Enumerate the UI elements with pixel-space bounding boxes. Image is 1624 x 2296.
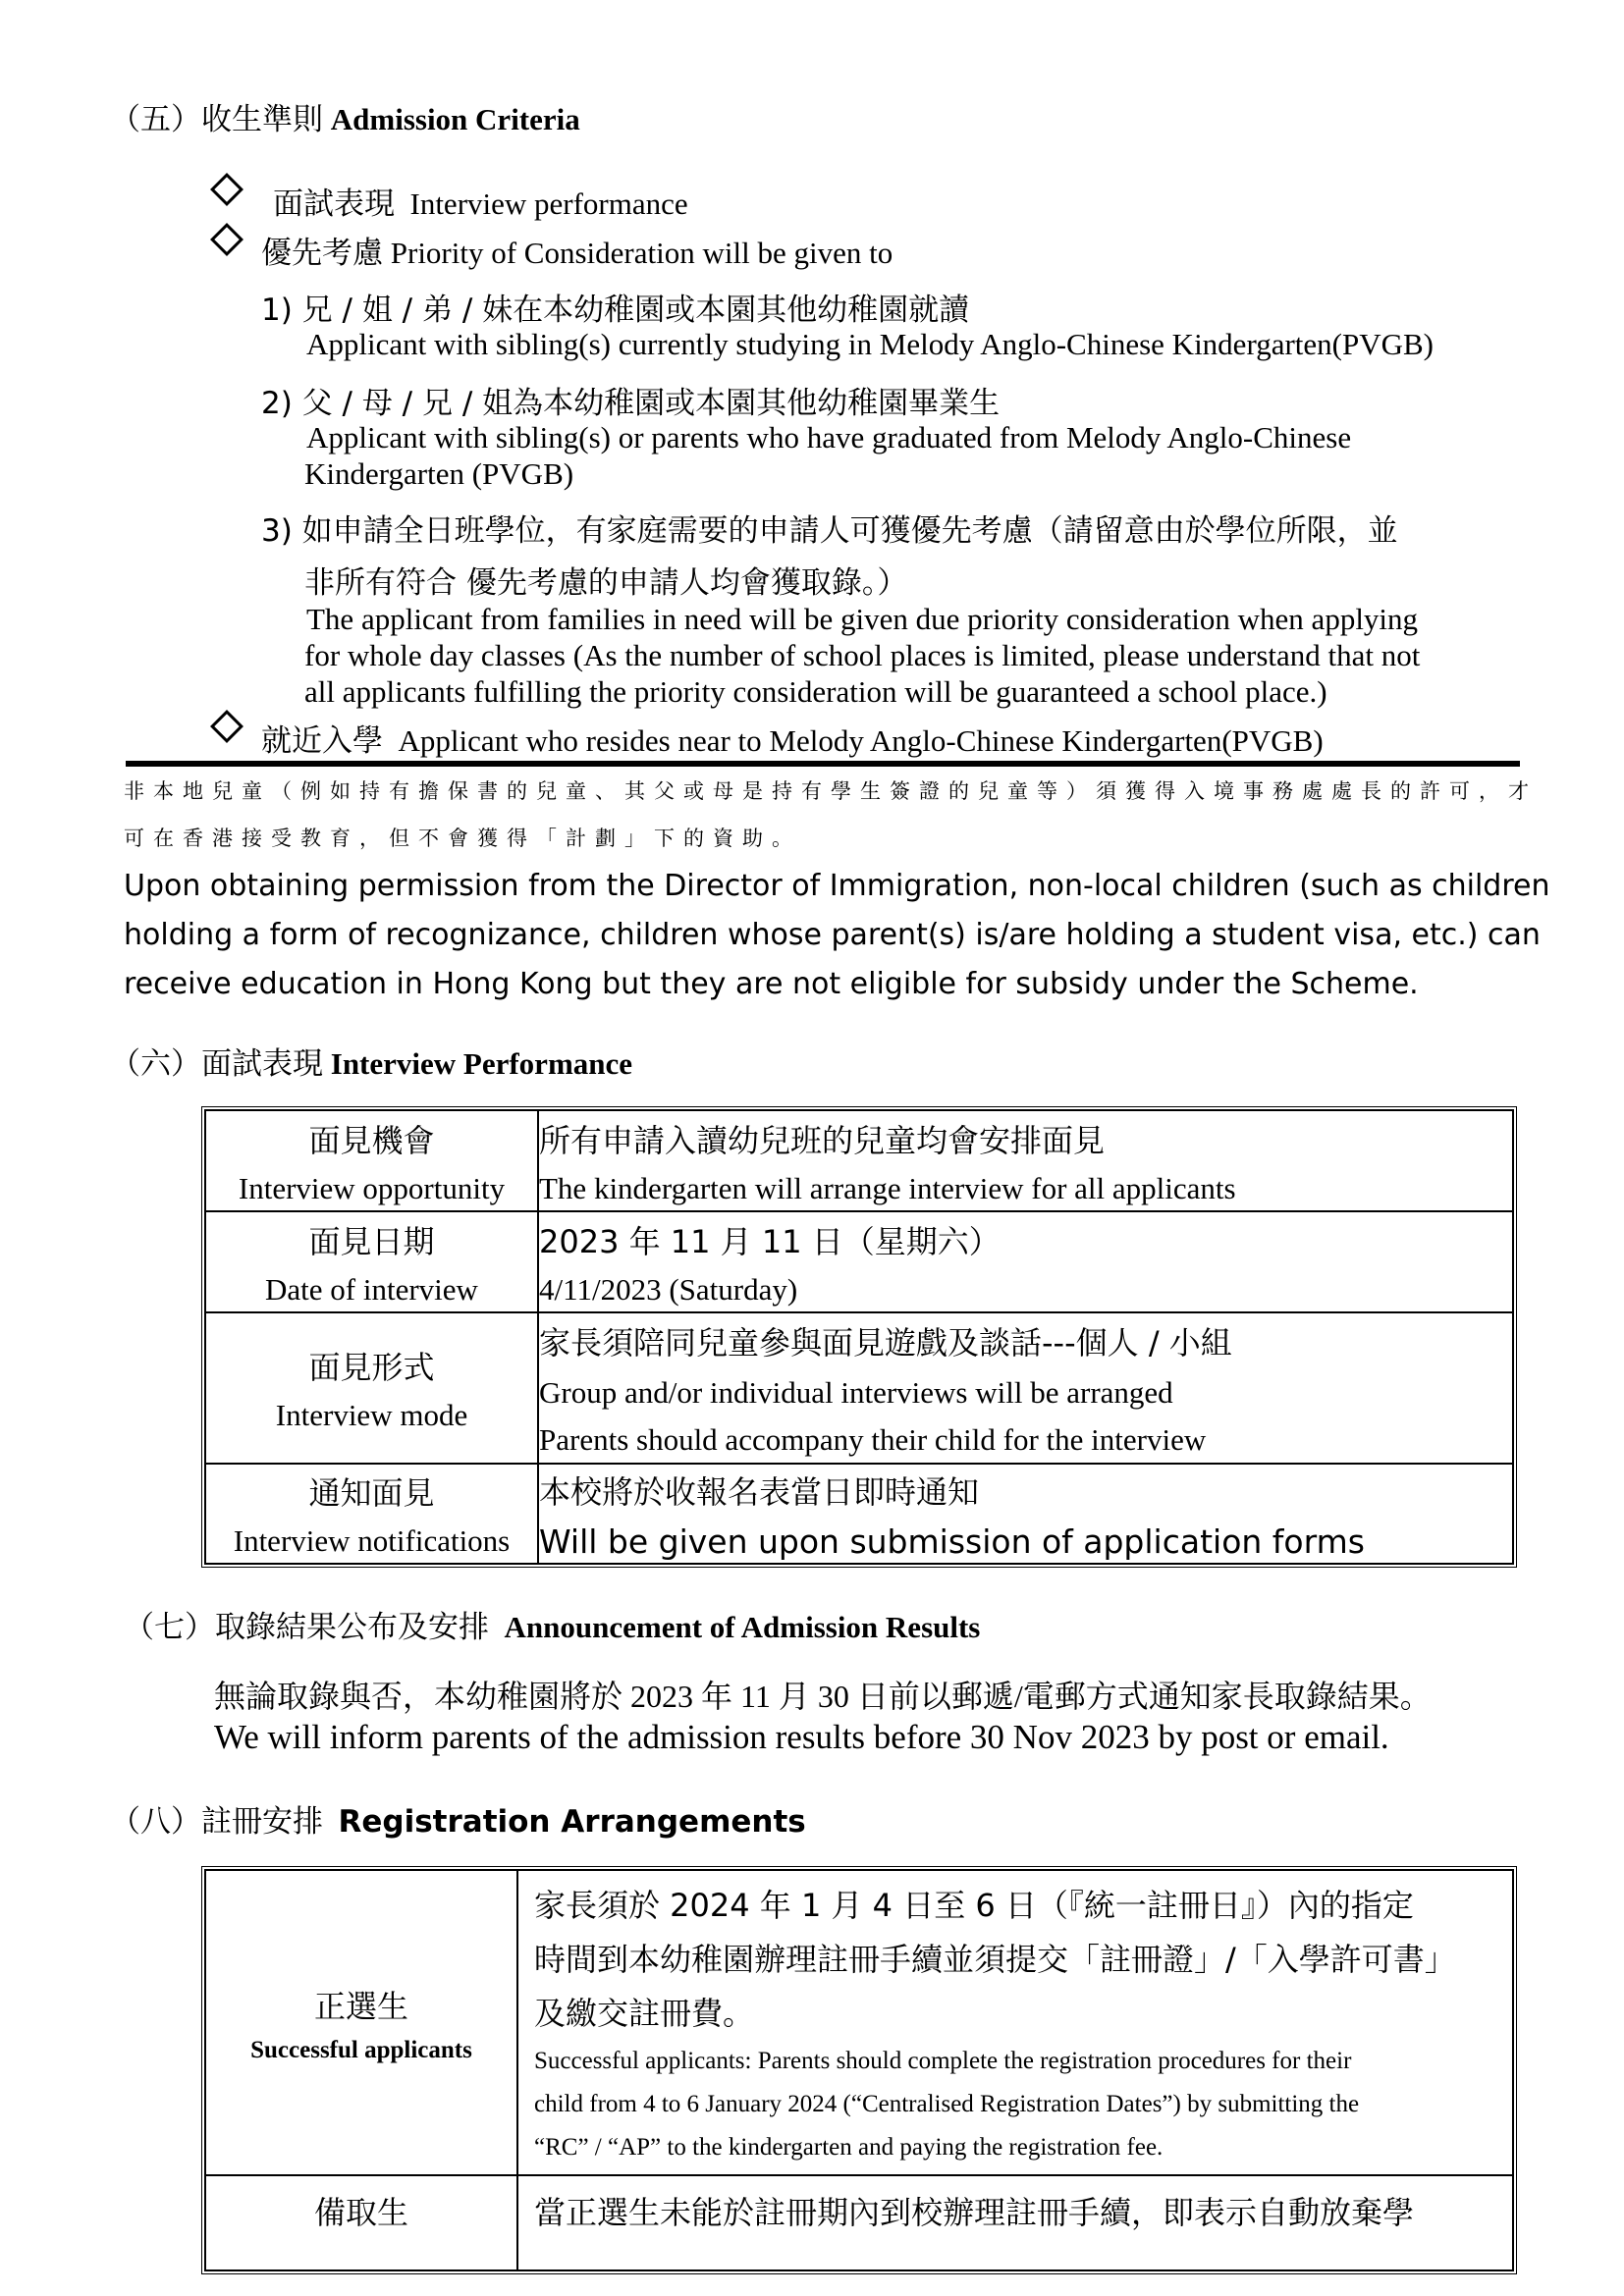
priority-2-en-line1: Applicant with sibling(s) or parents who have graduated from Melody Anglo-Chinese: [306, 420, 1352, 454]
criterion-priority-zh: 優先考慮: [261, 236, 383, 271]
row-text-en: Group and/or individual interviews will be arranged: [539, 1375, 1173, 1410]
notice-en-line1: Upon obtaining permission from the Director of Immigration, non-local children (such as children: [124, 869, 1550, 903]
criterion-nearby-en: Applicant who resides near to Melody Anglo-Chinese Kindergarten(PVGB): [398, 723, 1324, 758]
registration-label-zh: 正選生: [313, 1987, 408, 2025]
notice-en-line2: holding a form of recognizance, children whose parent(s) is/are holding a student visa, etc.) can: [124, 918, 1541, 952]
section-8-heading: [110, 1796, 806, 1841]
waitlist-text-zh: 當正選生未能於註冊期內到校辦理註冊手續，即表示自動放棄學: [534, 2194, 1415, 2231]
row-label-en: Interview opportunity: [238, 1170, 506, 1205]
section-6-title-zh: （六）面試表現: [110, 1046, 323, 1082]
table-row: [205, 1464, 1513, 1564]
priority-3-en-line1: The applicant from families in need will be given due priority consideration when applying: [306, 602, 1419, 636]
row-text-en: 4/11/2023 (Saturday): [539, 1271, 798, 1307]
registration-text-zh: 家長須於 2024 年 1 月 4 日至 6 日（『統一註冊日』）內的指定: [534, 1886, 1414, 1924]
criterion-interview-zh: 面試表現: [273, 187, 395, 222]
criterion-interview-en: Interview performance: [409, 187, 688, 221]
priority-3-en-line2: for whole day classes (As the number of school places is limited, please understand that not: [304, 638, 1421, 672]
priority-3-en-line3: all applicants fulfilling the priority consideration will be guaranteed a school place.): [304, 674, 1327, 709]
row-text-zh: 家長須陪同兒童參與面見遊戲及談話---個人 / 小組: [539, 1324, 1232, 1362]
section-7-title-zh: （七）取錄結果公布及安排: [124, 1610, 489, 1645]
row-text-zh: 本校將於收報名表當日即時通知: [539, 1472, 980, 1511]
waitlist-label-zh: 備取生: [313, 2194, 408, 2231]
admission-result-zh: 無論取錄與否，本幼稚園將於 2023 年 11 月 30 日前以郵遞/電郵方式通知家長取錄結果。: [214, 1679, 1432, 1714]
section-7-title-en: Announcement of Admission Results: [504, 1610, 981, 1644]
priority-1-zh: 1) 兄 / 姐 / 弟 / 妹在本幼稚園或本園其他幼稚園就讀: [261, 293, 970, 328]
section-divider: [126, 761, 1520, 767]
priority-2-zh: 2) 父 / 母 / 兄 / 姐為本幼稚園或本園其他幼稚園畢業生: [261, 386, 1001, 421]
row-text-zh: 所有申請入讀幼兒班的兒童均會安排面見: [539, 1121, 1106, 1159]
section-8-title-zh: （八）註冊安排: [110, 1804, 323, 1840]
criterion-priority-en: Priority of Consideration will be given to: [390, 236, 893, 270]
admission-result-en: We will inform parents of the admission results before 30 Nov 2023 by post or email.: [214, 1718, 1389, 1756]
table-row: [205, 1312, 1513, 1464]
row-label-zh: 面見機會: [308, 1121, 435, 1159]
priority-2-en-line2: Kindergarten (PVGB): [304, 456, 574, 491]
table-row: [205, 1211, 1513, 1312]
table-row: [205, 2175, 1513, 2270]
row-label-zh: 面見日期: [308, 1222, 435, 1260]
diamond-bullet-icon: [210, 710, 244, 743]
interview-table: [201, 1106, 1517, 1568]
row-text-zh: 2023 年 11 月 11 日（星期六）: [539, 1222, 1001, 1260]
priority-3-zh-line2: 非所有符合 優先考慮的申請人均會獲取錄。）: [304, 565, 908, 601]
table-row: [205, 1110, 1513, 1211]
row-label-en: Interview mode: [275, 1398, 468, 1432]
row-label-en: Interview notifications: [233, 1523, 511, 1558]
section-5-heading: [110, 94, 580, 138]
registration-text-zh: 時間到本幼稚園辦理註冊手續並須提交「註冊證」/「入學許可書」: [534, 1940, 1456, 1978]
section-6-title-en: Interview Performance: [330, 1046, 633, 1081]
section-7-heading: [124, 1602, 980, 1646]
row-label-zh: 面見形式: [308, 1349, 435, 1386]
notice-en-line3: receive education in Hong Kong but they are not eligible for subsidy under the Scheme.: [124, 967, 1419, 1001]
criterion-nearby-zh: 就近入學: [261, 723, 383, 759]
registration-text-en: Successful applicants: Parents should complete the registration procedures for their: [534, 2047, 1352, 2074]
notice-zh-line1: 非本地兒童（例如持有擔保書的兒童、其父或母是持有學生簽證的兒童等）須獲得入境事務處處長的許可，才: [124, 779, 1538, 803]
notice-zh-line2: 可在香港接受教育，但不會獲得「計劃」下的資助。: [124, 827, 801, 850]
priority-1-en: Applicant with sibling(s) currently studying in Melody Anglo-Chinese Kindergarten(PVGB): [306, 327, 1434, 361]
registration-text-en: child from 4 to 6 January 2024 (“Centralised Registration Dates”) by submitting the: [534, 2090, 1360, 2117]
diamond-bullet-icon: [210, 173, 244, 206]
priority-3-zh-line1: 3) 如申請全日班學位，有家庭需要的申請人可獲優先考慮（請留意由於學位所限，並: [261, 513, 1398, 549]
row-label-en: Date of interview: [265, 1271, 478, 1307]
criterion-nearby: [261, 716, 1324, 760]
diamond-bullet-icon: [210, 223, 244, 256]
criterion-priority: [261, 228, 893, 272]
registration-label-en: Successful applicants: [250, 2036, 472, 2063]
section-5-title-zh: （五）收生準則: [110, 102, 323, 137]
row-text-en: Parents should accompany their child for the interview: [539, 1422, 1207, 1457]
registration-text-zh: 及繳交註冊費。: [534, 1994, 755, 2032]
row-text-en: The kindergarten will arrange interview for all applicants: [539, 1170, 1236, 1205]
table-row: [205, 1870, 1513, 2175]
registration-text-en: “RC” / “AP” to the kindergarten and paying the registration fee.: [534, 2133, 1164, 2161]
section-8-title-en: Registration Arrangements: [338, 1804, 806, 1840]
row-label-zh: 通知面見: [308, 1474, 435, 1512]
criterion-interview: [273, 179, 688, 223]
registration-table: [201, 1866, 1517, 2274]
section-6-heading: [110, 1039, 632, 1083]
row-text-en: Will be given upon submission of application forms: [539, 1522, 1365, 1561]
section-5-title-en: Admission Criteria: [330, 102, 580, 136]
